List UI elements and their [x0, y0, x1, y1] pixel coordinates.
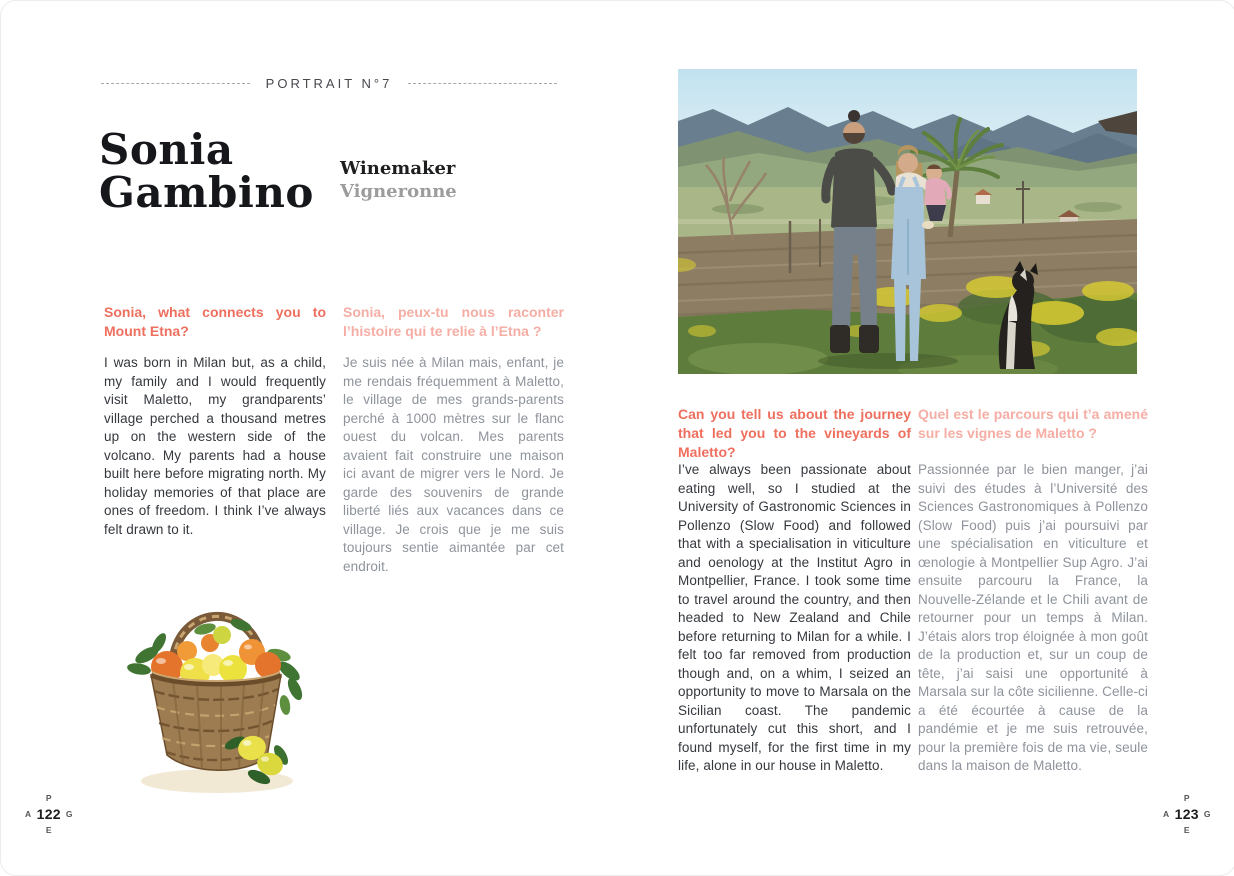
page-marker-left: [25, 793, 73, 835]
role-english: Winemaker: [340, 158, 456, 179]
answer-french-right: Passionnée par le bien manger, j’ai suivi des études à l’Université des Sciences Gastronomiques à Pollenzo (Slow Food) puis j’ai poursuivi par une spécialisation en viticulture et œnologie à Montpellier Sup Agro. J’ai ensuite parcouru la France, la Nouvelle-Zélande et le Chili avant de retourner pour un temps à Milan. J’étais alors trop éloignée à mon goût de la production et, sur un coup de tête, j’ai saisi une opportunité à Marsala sur la côte sicilienne. Celle-ci a été écourtée à cause de la pandémie et je me suis retrouvée, pour la première fois de ma vie, seule dans la maison de Maletto.: [918, 462, 1148, 773]
answer-english-right: I’ve always been passionate about eating well, so I studied at the University of Gastronomic Sciences in Pollenzo (Slow Food) and followed that with a specialisation in viticulture and oenology at the Institut Agro in Montpellier, France. I took some time to travel around the country, and then headed to New Zealand and Chile before returning to Milan for a while. I felt too far removed from production though and, on a whim, I seized an opportunity to move to Marsala on the Sicilian coast. The pandemic unfortunately cut this short, and I found myself, for the first time in my life, alone in our house in Maletto.: [678, 462, 911, 773]
page-marker-letter-bottom: E: [1183, 825, 1191, 835]
question-english-left: Sonia, what connects you to Mount Etna?: [104, 304, 326, 339]
kicker-rule-left: [101, 83, 250, 84]
page-marker-letter-left: A: [25, 809, 32, 819]
figures-shadow: [818, 353, 958, 369]
page-marker-letter-bottom: E: [45, 825, 53, 835]
page-marker-letter-top: P: [45, 793, 53, 803]
question-english-right: Can you tell us about the journey that led you to the vineyards of Maletto?: [678, 406, 911, 460]
portrait-title: [99, 125, 314, 217]
page-number-right: 123: [1174, 806, 1199, 822]
role-french: Vigneronne: [340, 181, 457, 202]
page-marker-letter-right: G: [1203, 809, 1211, 819]
answer-french-left: Je suis née à Milan mais, enfant, je me rendais fréquemment à Maletto, le village de mes grands-parents perché à 1000 mètres sur le flanc ouest du volcan. Mes parents avaient fait construire une maison ici avant de migrer vers le Nord. Je garde des souvenirs de grande liberté liés aux vacances dans ce village. Je crois que je me suis toujours sentie aimantée par cet endroit.: [343, 355, 564, 574]
kicker-rule-right: [408, 83, 557, 84]
question-french-right: Quel est le parcours qui t’a amené sur les vignes de Maletto ?: [918, 406, 1148, 441]
page-marker-right: [1163, 793, 1211, 835]
title-line1: Sonia: [99, 125, 234, 174]
page-marker-letter-left: A: [1163, 809, 1170, 819]
role-block: [340, 157, 457, 203]
answer-english-left: I was born in Milan but, as a child, my family and I would frequently visit Maletto, my grandparents’ village perched a thousand metres up on the western side of the volcano. My parents had a house built here before migrating north. My holiday memories of that place are ones of freedom. I think I’ve always felt drawn to it.: [104, 355, 326, 537]
page-marker-letter-top: P: [1183, 793, 1191, 803]
page-marker-letter-right: G: [65, 809, 73, 819]
family-vineyard-photo: [678, 69, 1137, 374]
title-line2: Gambino: [99, 168, 314, 217]
citrus-basket-illustration: [109, 557, 331, 805]
kicker: [101, 73, 557, 93]
kicker-label: PORTRAIT N°7: [265, 75, 393, 91]
page-number-left: 122: [36, 806, 61, 822]
question-french-left: Sonia, peux-tu nous raconter l’histoire qui te relie à l’Etna ?: [343, 304, 564, 339]
